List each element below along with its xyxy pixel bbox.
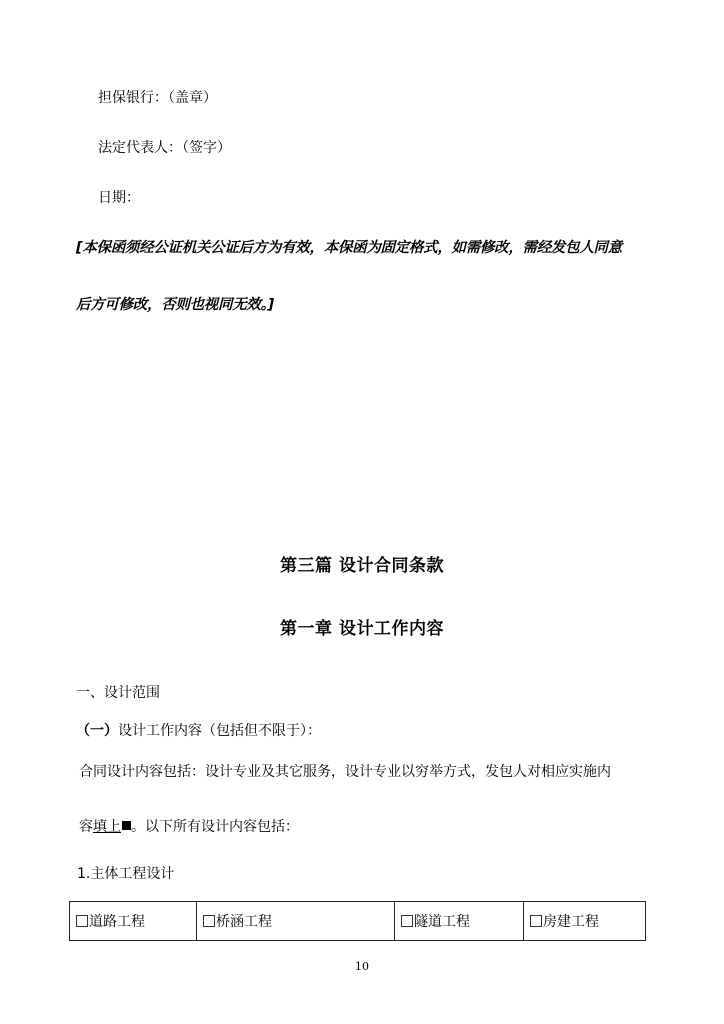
text-fragment: 容 xyxy=(79,819,93,835)
contract-content-line-1: 合同设计内容包括：设计专业及其它服务，设计专业以穷举方式，发包人对相应实施内 xyxy=(79,764,611,780)
guarantor-bank-label: 担保银行：（盖章） xyxy=(98,90,217,106)
chapter-title: 第一章 设计工作内容 xyxy=(280,619,444,639)
option-tunnel-works[interactable] xyxy=(395,902,524,941)
checkbox-icon[interactable] xyxy=(76,915,88,927)
item-main-works-design: 1.主体工程设计 xyxy=(77,866,175,882)
option-road-works[interactable] xyxy=(70,902,197,941)
validity-note-line-2: 后方可修改，否则也视同无效。] xyxy=(76,297,274,313)
option-label: 隧道工程 xyxy=(414,914,470,930)
option-bridge-culvert-works[interactable] xyxy=(197,902,395,941)
subsection-number: （一） xyxy=(76,723,118,739)
part-title: 第三篇 设计合同条款 xyxy=(280,556,444,576)
option-label: 道路工程 xyxy=(89,914,145,930)
text-fragment: 。以下所有设计内容包括： xyxy=(131,819,299,835)
subsection-text: 设计工作内容（包括但不限于）： xyxy=(118,723,321,739)
checkbox-icon[interactable] xyxy=(401,915,413,927)
legal-representative-label: 法定代表人：（签字） xyxy=(98,140,231,156)
option-building-works[interactable] xyxy=(524,902,646,941)
fill-in-placeholder: 填上 xyxy=(93,819,121,835)
checkbox-icon[interactable] xyxy=(203,915,215,927)
page-number: 10 xyxy=(355,960,369,973)
works-options-table xyxy=(69,901,646,941)
option-label: 桥涵工程 xyxy=(216,914,272,930)
section-design-scope: 一、设计范围 xyxy=(76,685,160,701)
checkbox-icon[interactable] xyxy=(530,915,542,927)
subsection-design-work xyxy=(76,722,321,740)
date-label: 日期： xyxy=(98,190,140,206)
option-label: 房建工程 xyxy=(543,914,599,930)
validity-note-line-1: [本保函须经公证机关公证后方为有效，本保函为固定格式，如需修改，需经发包人同意 xyxy=(76,240,622,256)
contract-content-line-2 xyxy=(79,818,299,836)
filled-square-icon xyxy=(122,821,131,830)
